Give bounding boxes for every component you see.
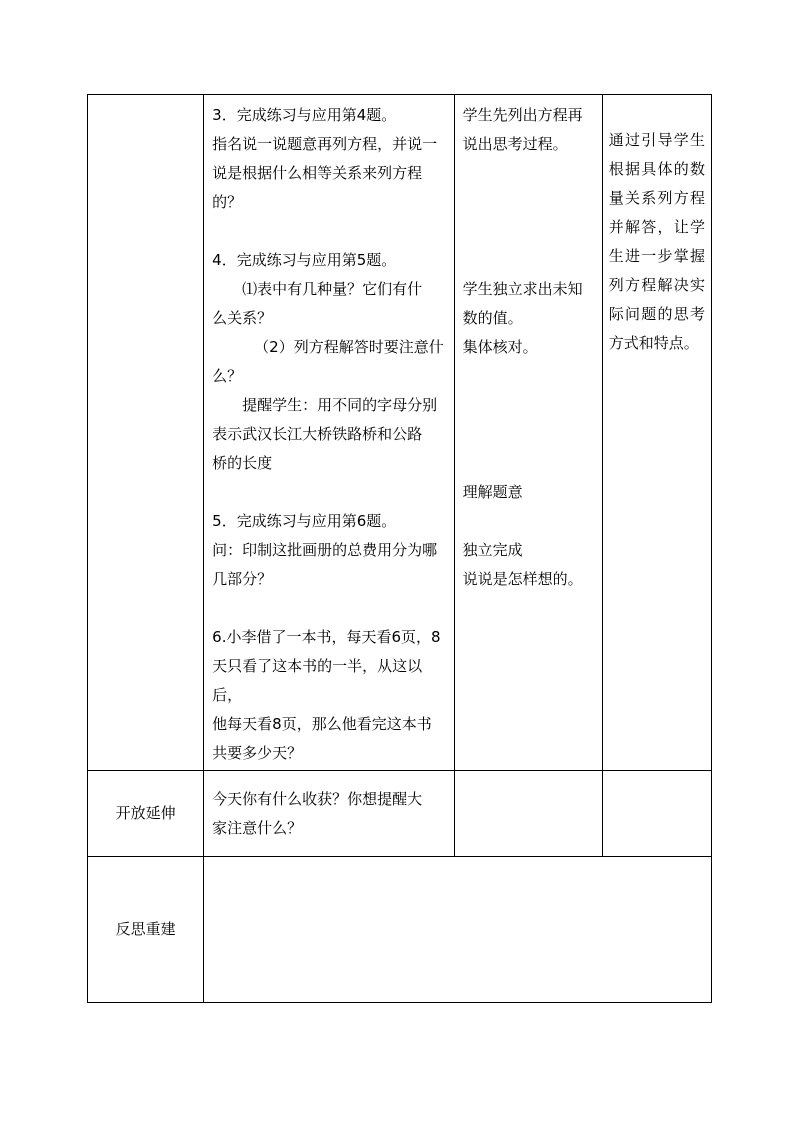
q4-remind-c: 桥的长度 <box>212 454 273 472</box>
lesson-plan-table <box>87 94 712 1003</box>
teacher-activity-cell <box>204 95 454 771</box>
q3-line2: 说是根据什么相等关系来列方程 <box>212 164 423 182</box>
q3-line3: 的？ <box>212 193 243 211</box>
extension-intent-cell <box>602 771 711 857</box>
q4-sub2-b: 么？ <box>212 367 243 385</box>
q4-sub1-b: 么关系？ <box>212 309 273 327</box>
q5-title: 5．完成练习与应用第6题。 <box>212 512 397 530</box>
extension-student-cell <box>454 771 602 857</box>
extension-question-cell <box>204 771 454 857</box>
q4-sub1-a: ⑴表中有几种量？它们有什 <box>242 280 423 298</box>
q3-title: 3．完成练习与应用第4题。 <box>212 106 397 124</box>
q4-remind-b: 表示武汉长江大桥铁路桥和公路 <box>212 425 423 443</box>
q6-line3: 他每天看8页，那么他看完这本书 <box>212 715 432 733</box>
extension-label: 开放延伸 <box>88 771 204 857</box>
reflection-content-cell <box>204 857 712 1003</box>
q4-remind-a: 提醒学生：用不同的字母分别 <box>242 396 438 414</box>
reflection-row <box>88 857 712 1003</box>
student-s1-a: 学生先列出方程再 <box>462 106 583 124</box>
extension-row <box>88 771 712 857</box>
extension-text-b: 家注意什么？ <box>212 819 303 837</box>
extension-text-a: 今天你有什么收获？你想提醒大 <box>212 790 423 808</box>
q6-line1: 6.小李借了一本书，每天看6页，8 <box>212 628 441 646</box>
q5-line1: 问：印制这批画册的总费用分为哪 <box>212 541 438 559</box>
design-intent-cell <box>602 95 711 771</box>
reflection-label: 反思重建 <box>88 857 204 1003</box>
q4-title: 4．完成练习与应用第5题。 <box>212 251 397 269</box>
student-activity-cell <box>454 95 602 771</box>
student-s2-c: 集体核对。 <box>462 338 538 356</box>
q6-line4: 共要多少天？ <box>212 744 303 762</box>
student-s4-a: 独立完成 <box>462 541 523 559</box>
student-s4-b: 说说是怎样想的。 <box>462 570 583 588</box>
q6-line2: 天只看了这本书的一半，从这以后， <box>212 657 423 704</box>
design-intent-text: 通过引导学生根据具体的数量关系列方程并解答，让学生进一步掌握列方程解决实际问题的思考方式和特点。 <box>608 131 705 352</box>
practice-label-cell <box>88 95 204 771</box>
student-s1-b: 说出思考过程。 <box>462 135 568 153</box>
practice-row <box>88 95 712 771</box>
q3-line1: 指名说一说题意再列方程，并说一 <box>212 135 438 153</box>
student-s2-b: 数的值。 <box>462 309 523 327</box>
student-s3: 理解题意 <box>462 483 523 501</box>
student-s2-a: 学生独立求出未知 <box>462 280 583 298</box>
q5-line2: 几部分？ <box>212 570 273 588</box>
q4-sub2-a: （2）列方程解答时要注意什 <box>254 338 444 356</box>
